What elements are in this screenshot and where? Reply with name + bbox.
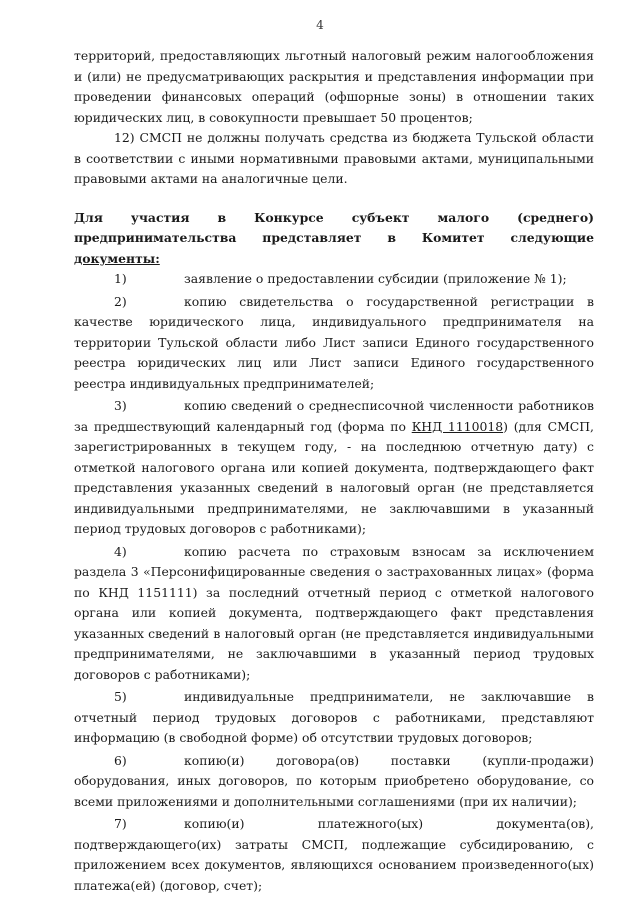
item-text-after: ) (для СМСП, зарегистрированных в текущем году, - на последнюю отчетную дату) с отметкой налогового органа или копией документа, подтверждающего факт представления указанных сведений в налоговый орган (не представляется индивидуальными предпринимателями, не заключавшими в указанный период трудовых договоров с работниками); [74,418,594,536]
list-item-2 [74,292,594,395]
knd-link[interactable]: КНД 1110018 [411,418,504,434]
page-number: 4 [316,18,324,32]
document-body [74,46,594,898]
item-text: копию(и) платежного(ых) документа(ов), подтверждающего(их) затраты СМСП, подлежащие субсидированию, с приложением всех документов, являющихся основанием произведенного(ых) платежа(ей) (договор, счет); [74,816,594,893]
item-number: 7) [114,816,127,831]
item-text: копию свидетельства о государственной регистрации в качестве юридического лица, индивидуального предпринимателя на территории Тульской области либо Лист записи Единого государственного реестра юридических лиц или Лист записи Единого государственного реестра индивидуальных предпринимателей; [74,293,594,391]
item-text: копию расчета по страховым взносам за исключением раздела 3 «Персонифицированные сведения о застрахованных лицах» (форма по КНД 1151111) за последний отчетный период с отметкой налогового органа или копией документа, подтверждающего факт представления указанных сведений в налоговый орган (не представляется индивидуальными предпринимателями, не заключавшими в указанный период трудовых договоров с работниками); [74,543,594,682]
item-number: 1) [114,271,127,286]
item-text: индивидуальные предприниматели, не заключавшие в отчетный период трудовых договоров с работниками, представляют информацию (в свободной форме) об отсутствии трудовых договоров; [74,689,594,745]
list-item-5 [74,687,594,749]
item-number: 3) [114,398,127,413]
paragraph-item-12: 12) СМСП не должны получать средства из бюджета Тульской области в соответствии с иными нормативными правовыми актами, муниципальными правовыми актами на аналогичные цели. [74,130,594,186]
list-item-3 [74,396,594,540]
item-number: 2) [114,293,127,309]
item-number: 6) [114,752,127,768]
heading-underlined: документы: [74,250,160,266]
section-heading [74,208,594,270]
item-number: 4) [114,543,127,559]
item-number: 5) [114,689,127,704]
item-text: заявление о предоставлении субсидии (приложение № 1); [184,271,567,286]
list-item-4 [74,542,594,686]
heading-text: Для участия в Конкурсе субъект малого (среднего) предпринимательства представляет в Комитет следующие [74,209,594,245]
item-text: копию(и) договора(ов) поставки (купли-продажи) оборудования, иных договоров, по которым приобретено оборудование, со всеми приложениями и дополнительными соглашениями (при их наличии); [74,752,594,809]
item-text: копию сведений о среднесписочной численности работников за предшествующий календарный год (форма по [74,398,594,434]
list-item-7 [74,814,594,896]
list-item-6 [74,751,594,813]
paragraph-continuation: территорий, предоставляющих льготный налоговый режим налогообложения и (или) не предусматривающих раскрытия и представления информации при проведении финансовых операций (офшорные зоны) в отношении таких юридических лиц, в совокупности превышает 50 процентов; [74,48,594,125]
list-item-1 [74,269,594,290]
